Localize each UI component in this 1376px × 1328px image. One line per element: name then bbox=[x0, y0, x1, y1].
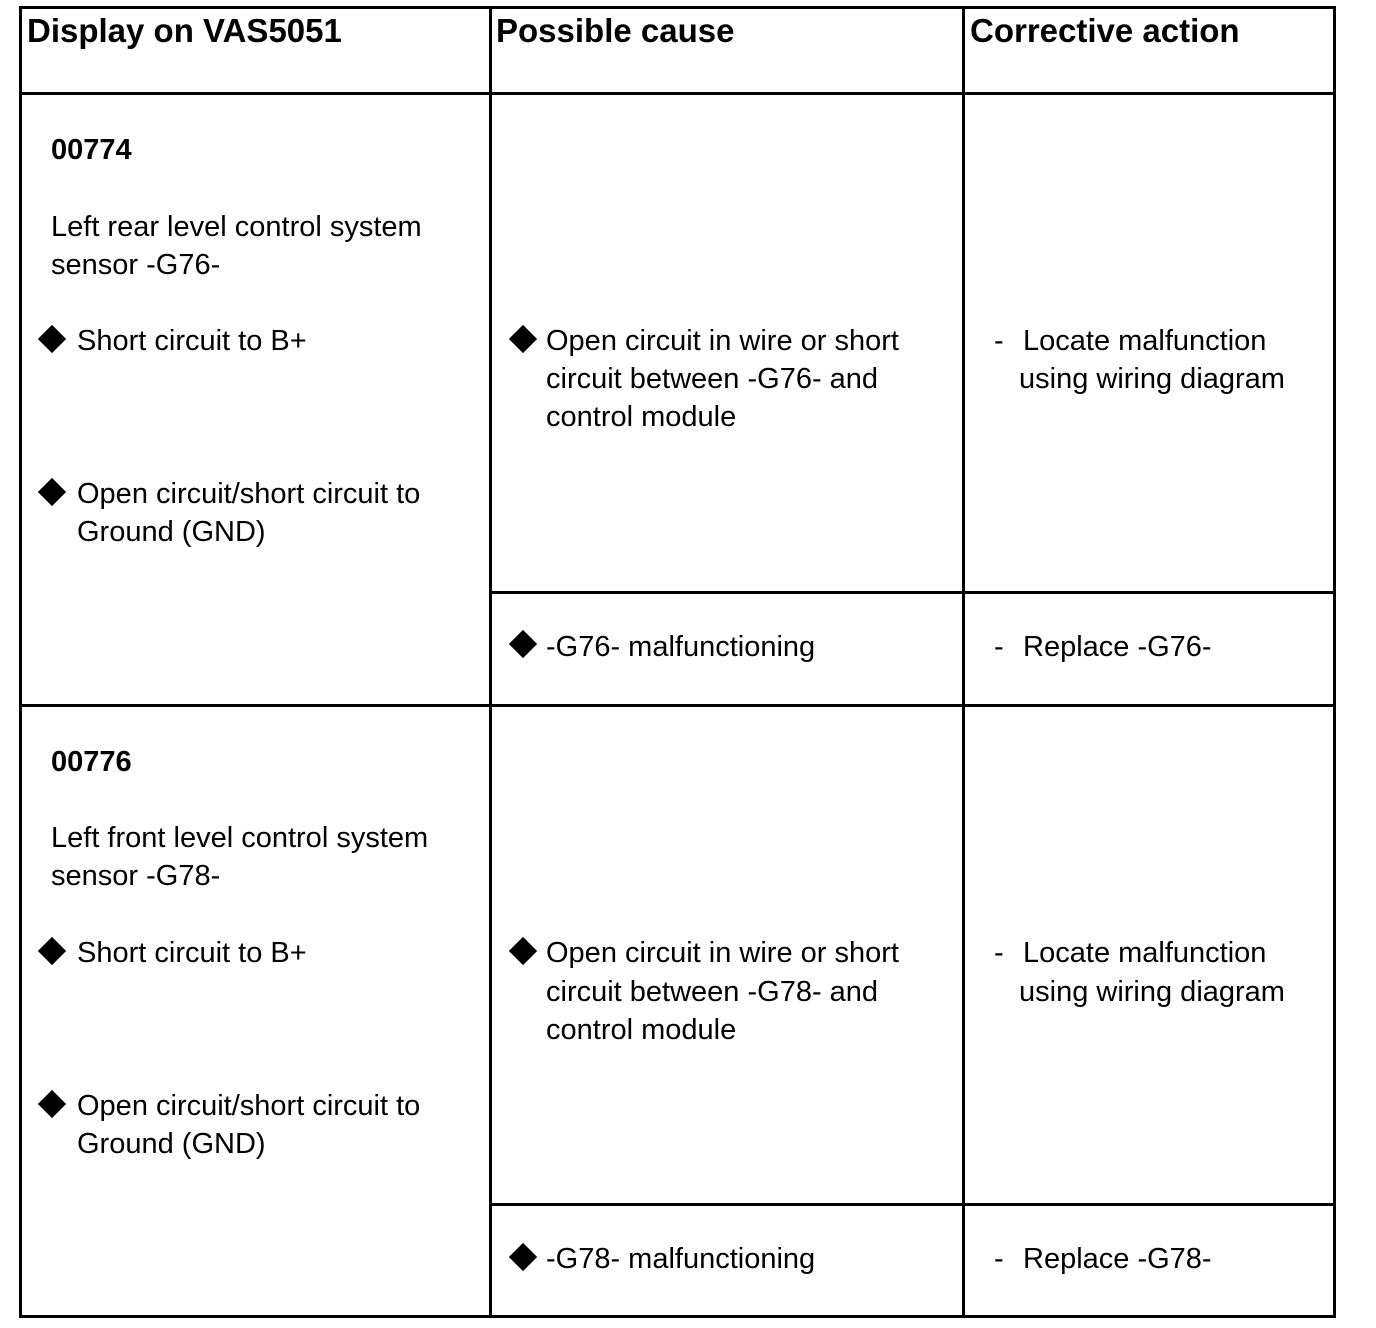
cause-wiring-line3: control module bbox=[546, 401, 737, 433]
action-dash: - bbox=[994, 937, 1004, 969]
fault-title-line2: sensor -G78- bbox=[51, 860, 221, 892]
fault-title-line2: sensor -G76- bbox=[51, 249, 221, 281]
action-replace: Replace -G78- bbox=[1023, 1243, 1212, 1275]
column-divider-2 bbox=[962, 9, 965, 1315]
symptom-short-circuit: Short circuit to B+ bbox=[77, 325, 307, 357]
cause-wiring-line3: control module bbox=[546, 1014, 737, 1046]
header-cause: Possible cause bbox=[496, 12, 735, 49]
cause-wiring-line1: Open circuit in wire or short bbox=[546, 325, 899, 357]
cause-wiring-line1: Open circuit in wire or short bbox=[546, 937, 899, 969]
cause-sensor-malfunction: -G78- malfunctioning bbox=[546, 1243, 816, 1275]
column-divider-1 bbox=[489, 9, 492, 1315]
symptom-open-circuit-line1: Open circuit/short circuit to bbox=[77, 1090, 421, 1122]
symptom-short-circuit: Short circuit to B+ bbox=[77, 937, 307, 969]
action-dash: - bbox=[994, 631, 1004, 663]
fault-title-line1: Left front level control system bbox=[51, 822, 429, 854]
action-locate-line1: Locate malfunction bbox=[1023, 937, 1267, 969]
cause-wiring-line2: circuit between -G76- and bbox=[546, 363, 879, 395]
fault-code: 00774 bbox=[51, 134, 132, 166]
sub-row-divider-1 bbox=[492, 591, 1333, 594]
row-divider bbox=[22, 704, 1333, 707]
header-divider bbox=[22, 92, 1333, 95]
symptom-open-circuit-line2: Ground (GND) bbox=[77, 1128, 266, 1160]
cause-sensor-malfunction: -G76- malfunctioning bbox=[546, 631, 816, 663]
symptom-open-circuit-line2: Ground (GND) bbox=[77, 516, 266, 548]
cause-wiring-line2: circuit between -G78- and bbox=[546, 976, 879, 1008]
action-dash: - bbox=[994, 325, 1004, 357]
header-display: Display on VAS5051 bbox=[27, 12, 342, 49]
sub-row-divider-2 bbox=[492, 1203, 1333, 1206]
action-locate-line1: Locate malfunction bbox=[1023, 325, 1267, 357]
action-replace: Replace -G76- bbox=[1023, 631, 1212, 663]
action-locate-line2: using wiring diagram bbox=[1019, 363, 1285, 395]
action-locate-line2: using wiring diagram bbox=[1019, 976, 1285, 1008]
symptom-open-circuit-line1: Open circuit/short circuit to bbox=[77, 478, 421, 510]
header-action: Corrective action bbox=[970, 12, 1240, 49]
fault-title-line1: Left rear level control system bbox=[51, 211, 422, 243]
action-dash: - bbox=[994, 1243, 1004, 1275]
fault-code: 00776 bbox=[51, 746, 132, 778]
